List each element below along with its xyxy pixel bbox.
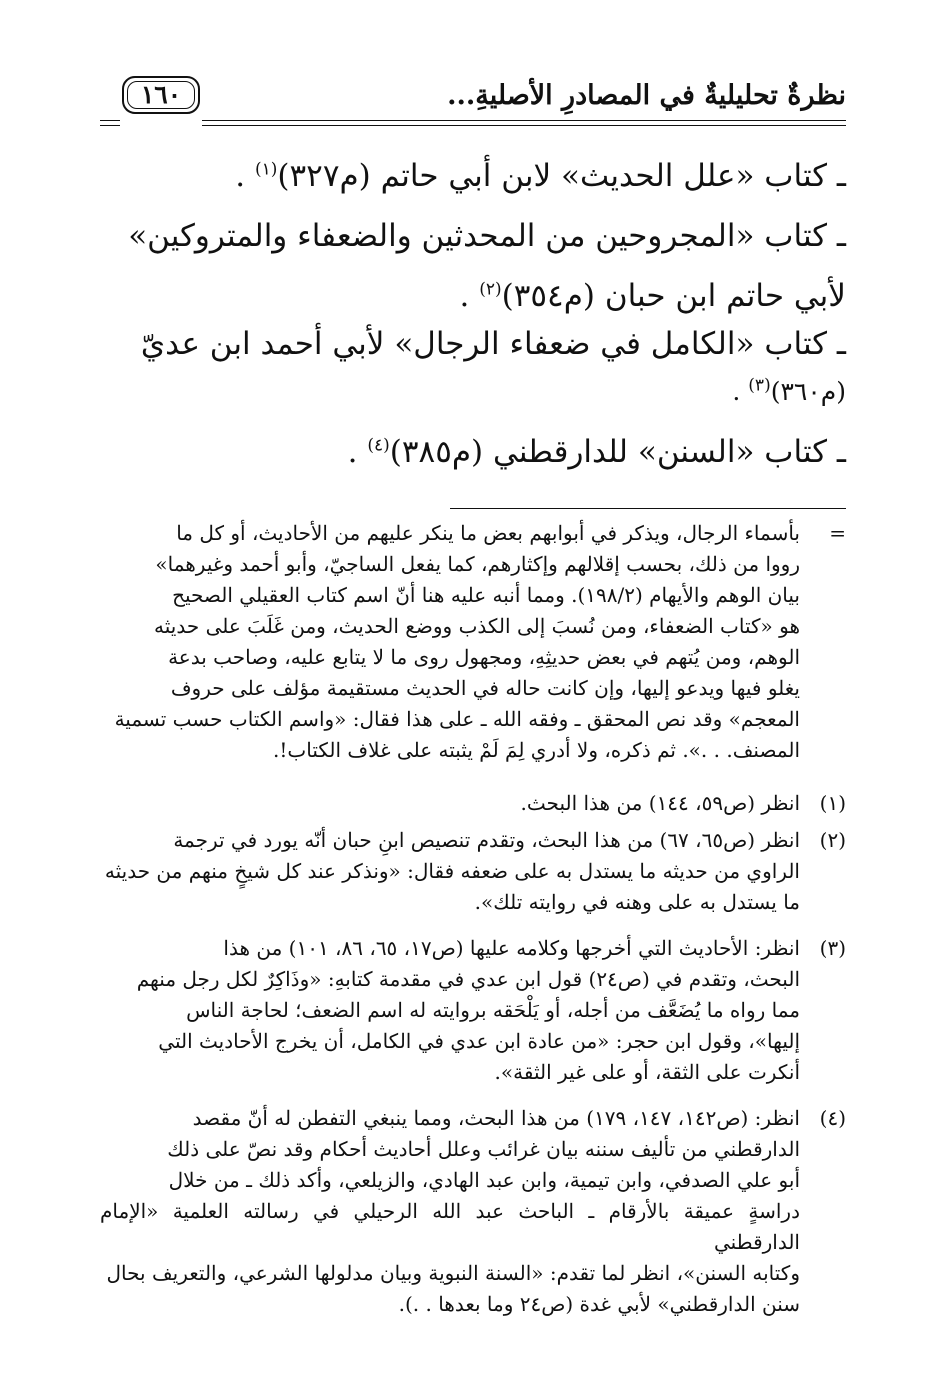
- header-rule-left-double: [100, 125, 120, 126]
- footnote-separator: [450, 508, 846, 509]
- header-title: نظرةٌ تحليليةٌ في المصادرِ الأصليةِ...: [447, 80, 846, 111]
- footnote: = بأسماء الرجال، ويذكر في أبوابهم بعض ما ينكر عليهم من الأحاديث، أو كل ما رووا من ذلك، بحسب إقلالهم وإكثارهم، كما يفعل الساجيّ، وأبو أحمد وغيرهما» بيان الوهم والأيهام (١٩٨/٢). ومما أنبه عليه هنا أنّ اسم كتاب العقيلي الصحيح هو «كتاب الضعفاء، ومن نُسبَ إلى الكذب ووضع الحديث، ومن غَلَبَ على حديثه الوهم، ومن يُتهم في بعض حديثِهِ، ومجهول روى ما لا يتابع عليه، وصاحب بدعة يغلو فيها ويدعو إليها، وإن كانت حاله في الحديث مستقيمة مؤلف على حروف المعجم» وقد نص المحقق ـ وفقه الله ـ على هذا فقال: «واسم الكتاب حسب تسمية المصنف. . .». ثم ذكره، ولا أدري لِمَ لَمْ يثبته على غلاف الكتاب!.: [100, 518, 846, 766]
- header-rule-double: [202, 125, 846, 126]
- footnote-ref: (٣): [748, 375, 771, 396]
- book-entry: ـ كتاب «المجروحين من المحدثين والضعفاء والمتروكين» لأبي حاتم ابن حبان (م٣٥٤)$^{(٢)}$ .: [128, 218, 846, 314]
- footnote: (٣) انظر: الأحاديث التي أخرجها وكلامه عليها (ص١٧، ٦٥، ٨٦، ١٠١) من هذا البحث، وتقدم في (ص٢٤) قول ابن عدي في مقدمة كتابهِ: «وذَاكِرٌ لكل رجل منهم مما رواه ما يُضَعَّف من أجله، أو يَلْحَقه بروايته له اسم الضعف؛ لحاجة الناس إليها»، وقول ابن حجر: «من عادة ابن عدي في الكامل، أن يخرج الأحاديث التي أنكرت على الثقة، أو على غير الثقة».: [100, 933, 846, 1088]
- footnote-mark: (٣): [819, 936, 846, 960]
- page-number: ١٦٠: [122, 76, 200, 114]
- header-rule: [202, 120, 846, 121]
- footnote-mark: (٢): [819, 828, 846, 852]
- footnote: (١) انظر (ص٥٩، ١٤٤) من هذا البحث.: [100, 788, 846, 819]
- footnote-mark: (٤): [819, 1106, 846, 1130]
- running-header: [100, 82, 846, 126]
- footnote: (٢) انظر (ص٦٥، ٦٧) من هذا البحث، وتقدم تنصيص ابنِ حبان أنّه يورد في ترجمة الراوي من حديثه ما يستدل به على ضعفه فقال: «ونذكر عند كل شيخٍ منهم من حديثه ما يستدل به على وهنه في روايته تلك».: [100, 825, 846, 918]
- footnote-mark: (١): [819, 791, 846, 815]
- footnote: (٤) انظر: (ص١٤٢، ١٤٧، ١٧٩) من هذا البحث، ومما ينبغي التفطن له أنّ مقصد الدارقطني من تأليف سننه بيان غرائب وعلل أحاديث أحكام وقد نصّ على ذلك أبو علي الصدفي، وابن تيمية، وابن عبد الهادي، والزيلعي، وأكد ذلك ـ من خلال دراسةٍ عميقة بالأرقام ـ الباحث عبد الله الرحيلي في رسالته العلمية «الإمام الدارقطني وكتابه السنن»، انظر لما تقدم: «السنة النبوية وبيان مدلولها الشرعي، والتعريف بحال سنن الدارقطني» لأبي غدة (ص٢٤ وما بعدها . .).: [100, 1103, 846, 1320]
- footnote-mark: =: [829, 521, 846, 545]
- book-entry: ـ كتاب «السنن» للدارقطني (م٣٨٥)$^{(٤)}$ .: [347, 434, 846, 470]
- footnote-ref: (١): [254, 159, 278, 180]
- book-entry: ـ كتاب «علل الحديث» لابن أبي حاتم (م٣٢٧)$^{(١)}$ .: [235, 158, 846, 194]
- book-entry: ـ كتاب «الكامل في ضعفاء الرجال» لأبي أحمد ابن عديّ (م٣٦٠)$^{(٣)}$ .: [140, 326, 846, 406]
- footnote-ref: (٢): [479, 279, 502, 300]
- footnote-ref: (٤): [367, 435, 390, 456]
- header-rule-left: [100, 120, 120, 121]
